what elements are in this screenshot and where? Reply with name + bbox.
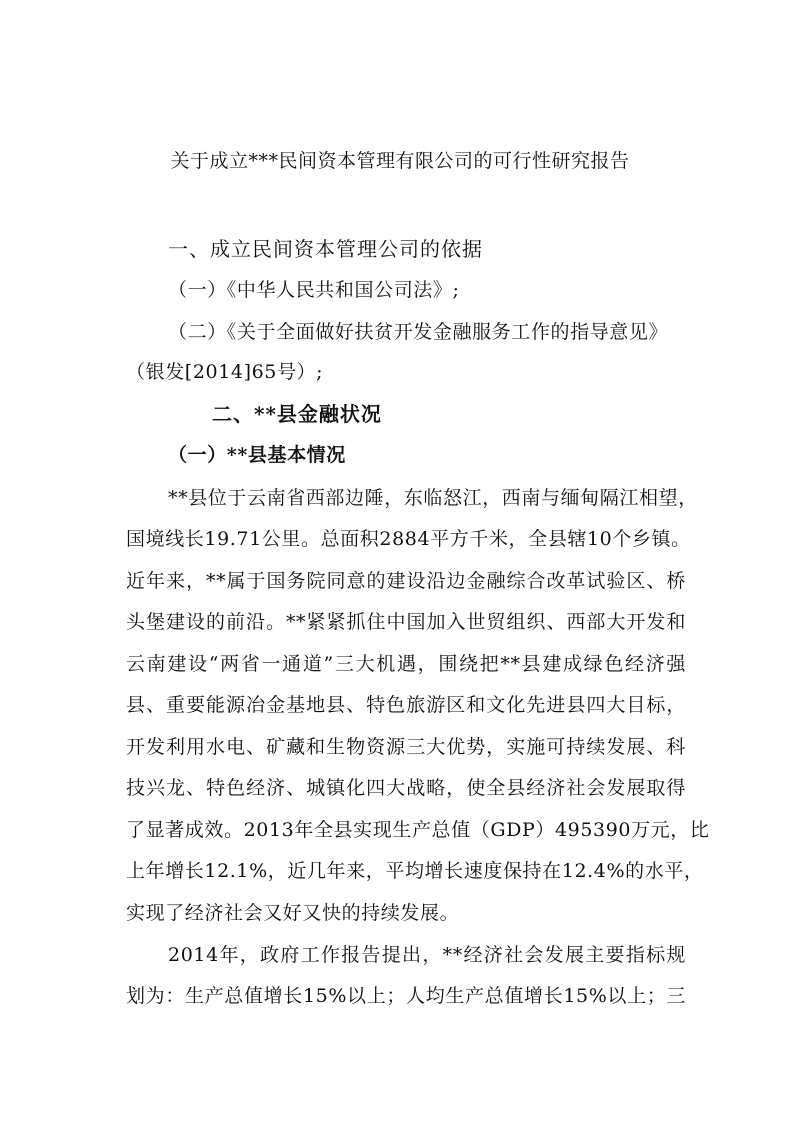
paragraph-line: 技兴龙、特色经济、城镇化四大战略，使全县经济社会发展取得	[126, 777, 686, 799]
paragraph-line: 开发利用水电、矿藏和生物资源三大优势，实施可持续发展、科	[126, 736, 686, 758]
paragraph-line: 头堡建设的前沿。**紧紧抓住中国加入世贸组织、西部大开发和	[126, 611, 686, 633]
paragraph-line: 了显著成效。2013年全县实现生产总值（GDP）495390万元，比	[126, 819, 710, 841]
paragraph-line: 县、重要能源冶金基地县、特色旅游区和文化先进县四大目标，	[126, 694, 686, 716]
paragraph-line: 国境线长19.71公里。总面积2884平方千米，全县辖10个乡镇。	[126, 528, 691, 550]
document-title: 关于成立***民间资本管理有限公司的可行性研究报告	[170, 150, 630, 172]
reference-item-2: （二）《关于全面做好扶贫开发金融服务工作的指导意见》	[168, 321, 669, 343]
paragraph-line: 上年增长12.1%，近几年来，平均增长速度保持在12.4%的水平，	[126, 860, 704, 882]
paragraph-line: **县位于云南省西部边陲，东临怒江，西南与缅甸隔江相望，	[168, 487, 698, 509]
paragraph-line: 近年来，**属于国务院同意的建设沿边金融综合改革试验区、桥	[126, 570, 686, 592]
paragraph-line: 2014年，政府工作报告提出，**经济社会发展主要指标规	[168, 944, 686, 966]
paragraph-line: 划为：生产总值增长15%以上；人均生产总值增长15%以上；三	[126, 985, 686, 1007]
paragraph-line: 实现了经济社会又好又快的持续发展。	[126, 902, 460, 924]
reference-item-1: （一）《中华人民共和国公司法》;	[168, 279, 460, 301]
paragraph-line: 云南建设“两省一通道”三大机遇，围绕把**县建成绿色经济强	[126, 653, 686, 675]
reference-item-2-continuation: （银发[2014]65号）;	[126, 361, 324, 383]
subsection-heading: （一）**县基本情况	[168, 444, 346, 466]
section-heading-1: 一、成立民间资本管理公司的依据	[168, 237, 483, 261]
section-heading-2: 二、**县金融状况	[212, 402, 382, 426]
